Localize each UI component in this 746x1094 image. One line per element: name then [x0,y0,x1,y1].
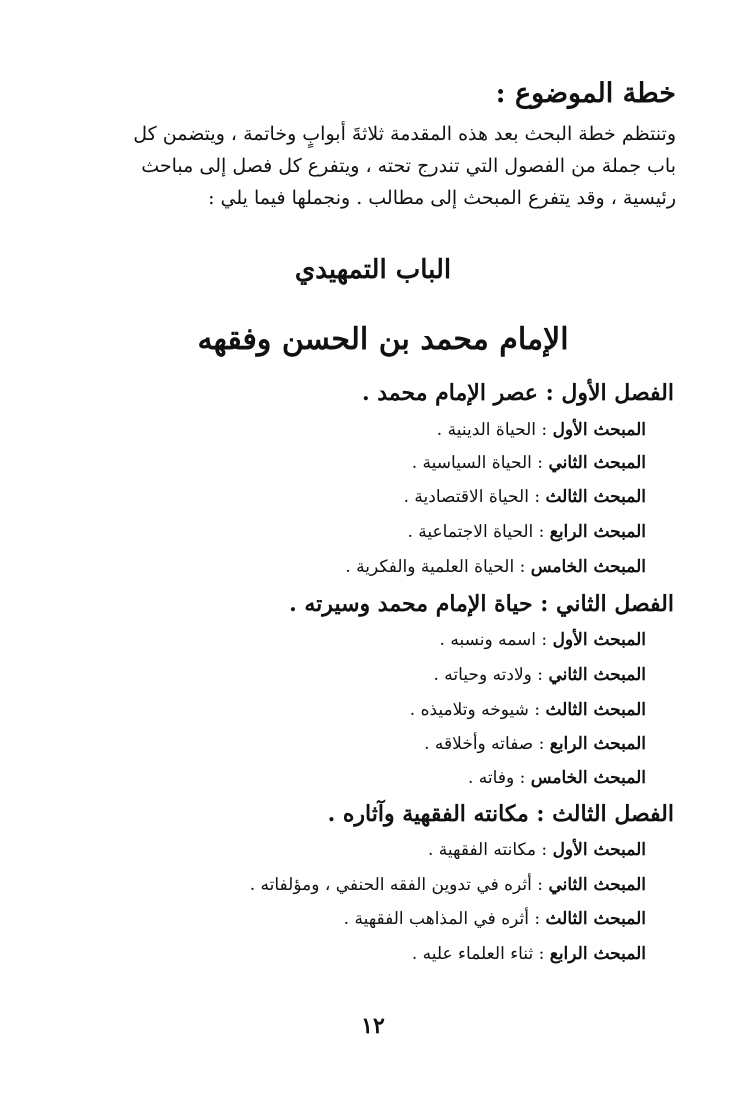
section-title: الفصل الثالث : مكانته الفقهية وآثاره . [327,801,674,827]
subsection-text: : أثره في تدوين الفقه الحنفي ، ومؤلفاته . [249,875,544,895]
subsection-item [345,557,646,577]
intro-line: باب جملة من الفصول التي تندرج تحته ، ويتفرع كل فصل إلى مباحث [141,155,676,177]
subsection-item [428,840,646,860]
subsection-item [407,522,646,542]
subsection-item [250,875,646,895]
subsection-item [410,700,646,720]
intro-line: وتنتظم خطة البحث بعد هذه المقدمة ثلاثةَ أبوابٍ وخاتمة ، ويتضمن كل [133,123,676,145]
intro-line: رئيسية ، وقد يتفرع المبحث إلى مطالب . ونجملها فيما يلي : [208,187,676,209]
subsection-item [433,665,646,685]
subsection-item [424,734,646,754]
chapter-title: الباب التمهيدي [294,255,452,285]
subsection-text: : ولادته وحياته . [433,665,544,685]
subsection-text: : الحياة العلمية والفكرية . [345,557,526,577]
subsection-label: المبحث الأول [552,630,646,650]
subsection-label: المبحث الثاني [548,665,646,685]
subsection-item [437,420,646,440]
subsection-text: : ثناء العلماء عليه . [411,944,545,964]
subsection-item [468,768,646,788]
subsection-item [344,909,646,929]
subsection-item [440,630,646,650]
subsection-label: المبحث الرابع [549,522,646,542]
subsection-label: المبحث الثاني [548,453,646,473]
section-title: الفصل الثاني : حياة الإمام محمد وسيرته . [289,591,674,617]
subsection-item [412,453,646,473]
subsection-text: : وفاته . [468,768,526,788]
subsection-label: المبحث الخامس [530,557,646,577]
subsection-label: المبحث الثالث [545,909,646,929]
subsection-item [404,487,646,507]
subsection-label: المبحث الأول [552,420,646,440]
intro-paragraph [68,118,676,214]
subsection-label: المبحث الأول [552,840,646,860]
subsection-label: المبحث الثالث [545,487,646,507]
subsection-label: المبحث الثاني [548,875,646,895]
section-title: الفصل الأول : عصر الإمام محمد . [361,380,674,406]
subsection-text: : الحياة الاجتماعية . [407,522,545,542]
subsection-text: : الحياة الاقتصادية . [403,487,541,507]
subsection-text: : مكانته الفقهية . [427,840,548,860]
subsection-text: : أثره في المذاهب الفقهية . [343,909,541,929]
subsection-text: : شيوخه وتلاميذه . [409,700,541,720]
subsection-text: : صفاته وأخلاقه . [424,734,545,754]
subsection-text: : اسمه ونسبه . [439,630,548,650]
page-number: ١٢ [361,1013,385,1039]
plan-heading: خطة الموضوع : [495,78,676,109]
subsection-label: المبحث الرابع [549,734,646,754]
subsection-text: : الحياة الدينية . [436,420,548,440]
chapter-subtitle: الإمام محمد بن الحسن وفقهه [197,322,569,357]
subsection-item [412,944,646,964]
subsection-label: المبحث الرابع [549,944,646,964]
subsection-label: المبحث الثالث [545,700,646,720]
subsection-label: المبحث الخامس [530,768,646,788]
subsection-text: : الحياة السياسية . [411,453,544,473]
